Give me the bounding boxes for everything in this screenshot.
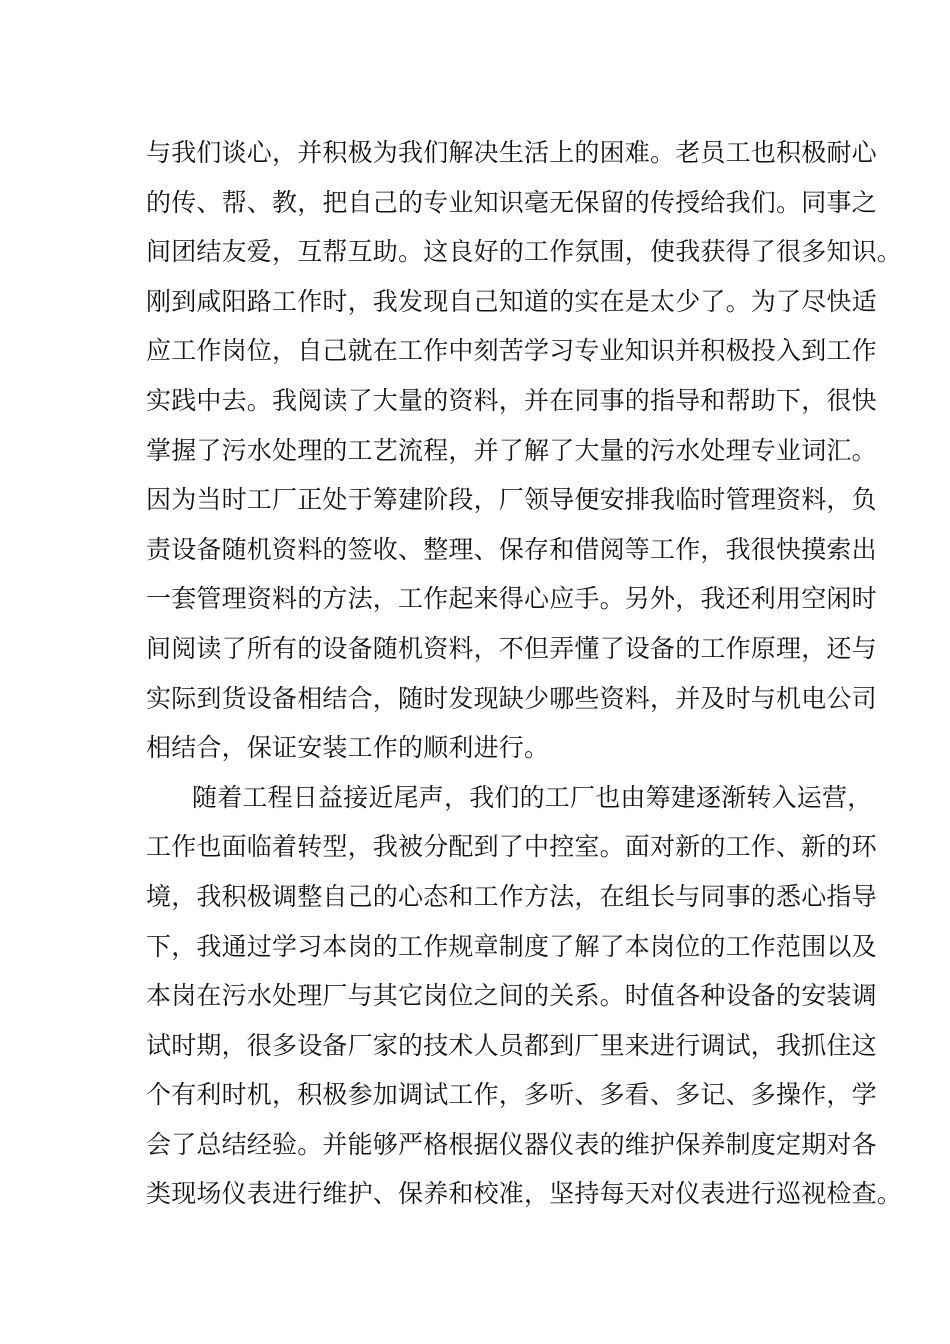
text-line: 应工作岗位，自己就在工作中刻苦学习专业知识并积极投入到工作 (146, 336, 877, 366)
text-line: 会了总结经验。并能够严格根据仪器仪表的维护保养制度定期对各 (146, 1129, 877, 1159)
text-line: 试时期，很多设备厂家的技术人员都到厂里来进行调试，我抓住这 (146, 1030, 877, 1060)
text-line: 工作也面临着转型，我被分配到了中控室。面对新的工作、新的环 (146, 832, 877, 862)
text-line: 一套管理资料的方法，工作起来得心应手。另外，我还利用空闲时 (146, 584, 877, 614)
paragraph-start-line: 随着工程日益接近尾声，我们的工厂也由筹建逐渐转入运营， (192, 782, 873, 812)
text-line: 实际到货设备相结合，随时发现缺少哪些资料，并及时与机电公司 (146, 683, 877, 713)
text-line: 相结合，保证安装工作的顺利进行。 (146, 733, 550, 763)
text-line: 本岗在污水处理厂与其它岗位之间的关系。时值各种设备的安装调 (146, 981, 877, 1011)
text-line: 刚到咸阳路工作时，我发现自己知道的实在是太少了。为了尽快适 (146, 286, 877, 316)
text-line: 与我们谈心，并积极为我们解决生活上的困难。老员工也积极耐心 (146, 138, 877, 167)
text-line: 间阅读了所有的设备随机资料，不但弄懂了设备的工作原理，还与 (146, 633, 877, 663)
text-line: 个有利时机，积极参加调试工作，多听、多看、多记、多操作，学 (146, 1080, 877, 1110)
text-line: 下，我通过学习本岗的工作规章制度了解了本岗位的工作范围以及 (146, 931, 877, 961)
text-line: 责设备随机资料的签收、整理、保存和借阅等工作，我很快摸索出 (146, 534, 877, 564)
document-body (146, 128, 903, 1219)
text-line: 境，我积极调整自己的心态和工作方法，在组长与同事的悉心指导 (146, 881, 877, 911)
text-line: 间团结友爱，互帮互助。这良好的工作氛围，使我获得了很多知识。 (146, 237, 903, 267)
text-line: 实践中去。我阅读了大量的资料，并在同事的指导和帮助下，很快 (146, 385, 877, 415)
text-line: 因为当时工厂正处于筹建阶段，厂领导便安排我临时管理资料，负 (146, 485, 877, 515)
text-line: 的传、帮、教，把自己的专业知识毫无保留的传授给我们。同事之 (146, 187, 877, 217)
text-line: 掌握了污水处理的工艺流程，并了解了大量的污水处理专业词汇。 (146, 435, 877, 465)
text-line: 类现场仪表进行维护、保养和校准，坚持每天对仪表进行巡视检查。 (146, 1179, 903, 1209)
